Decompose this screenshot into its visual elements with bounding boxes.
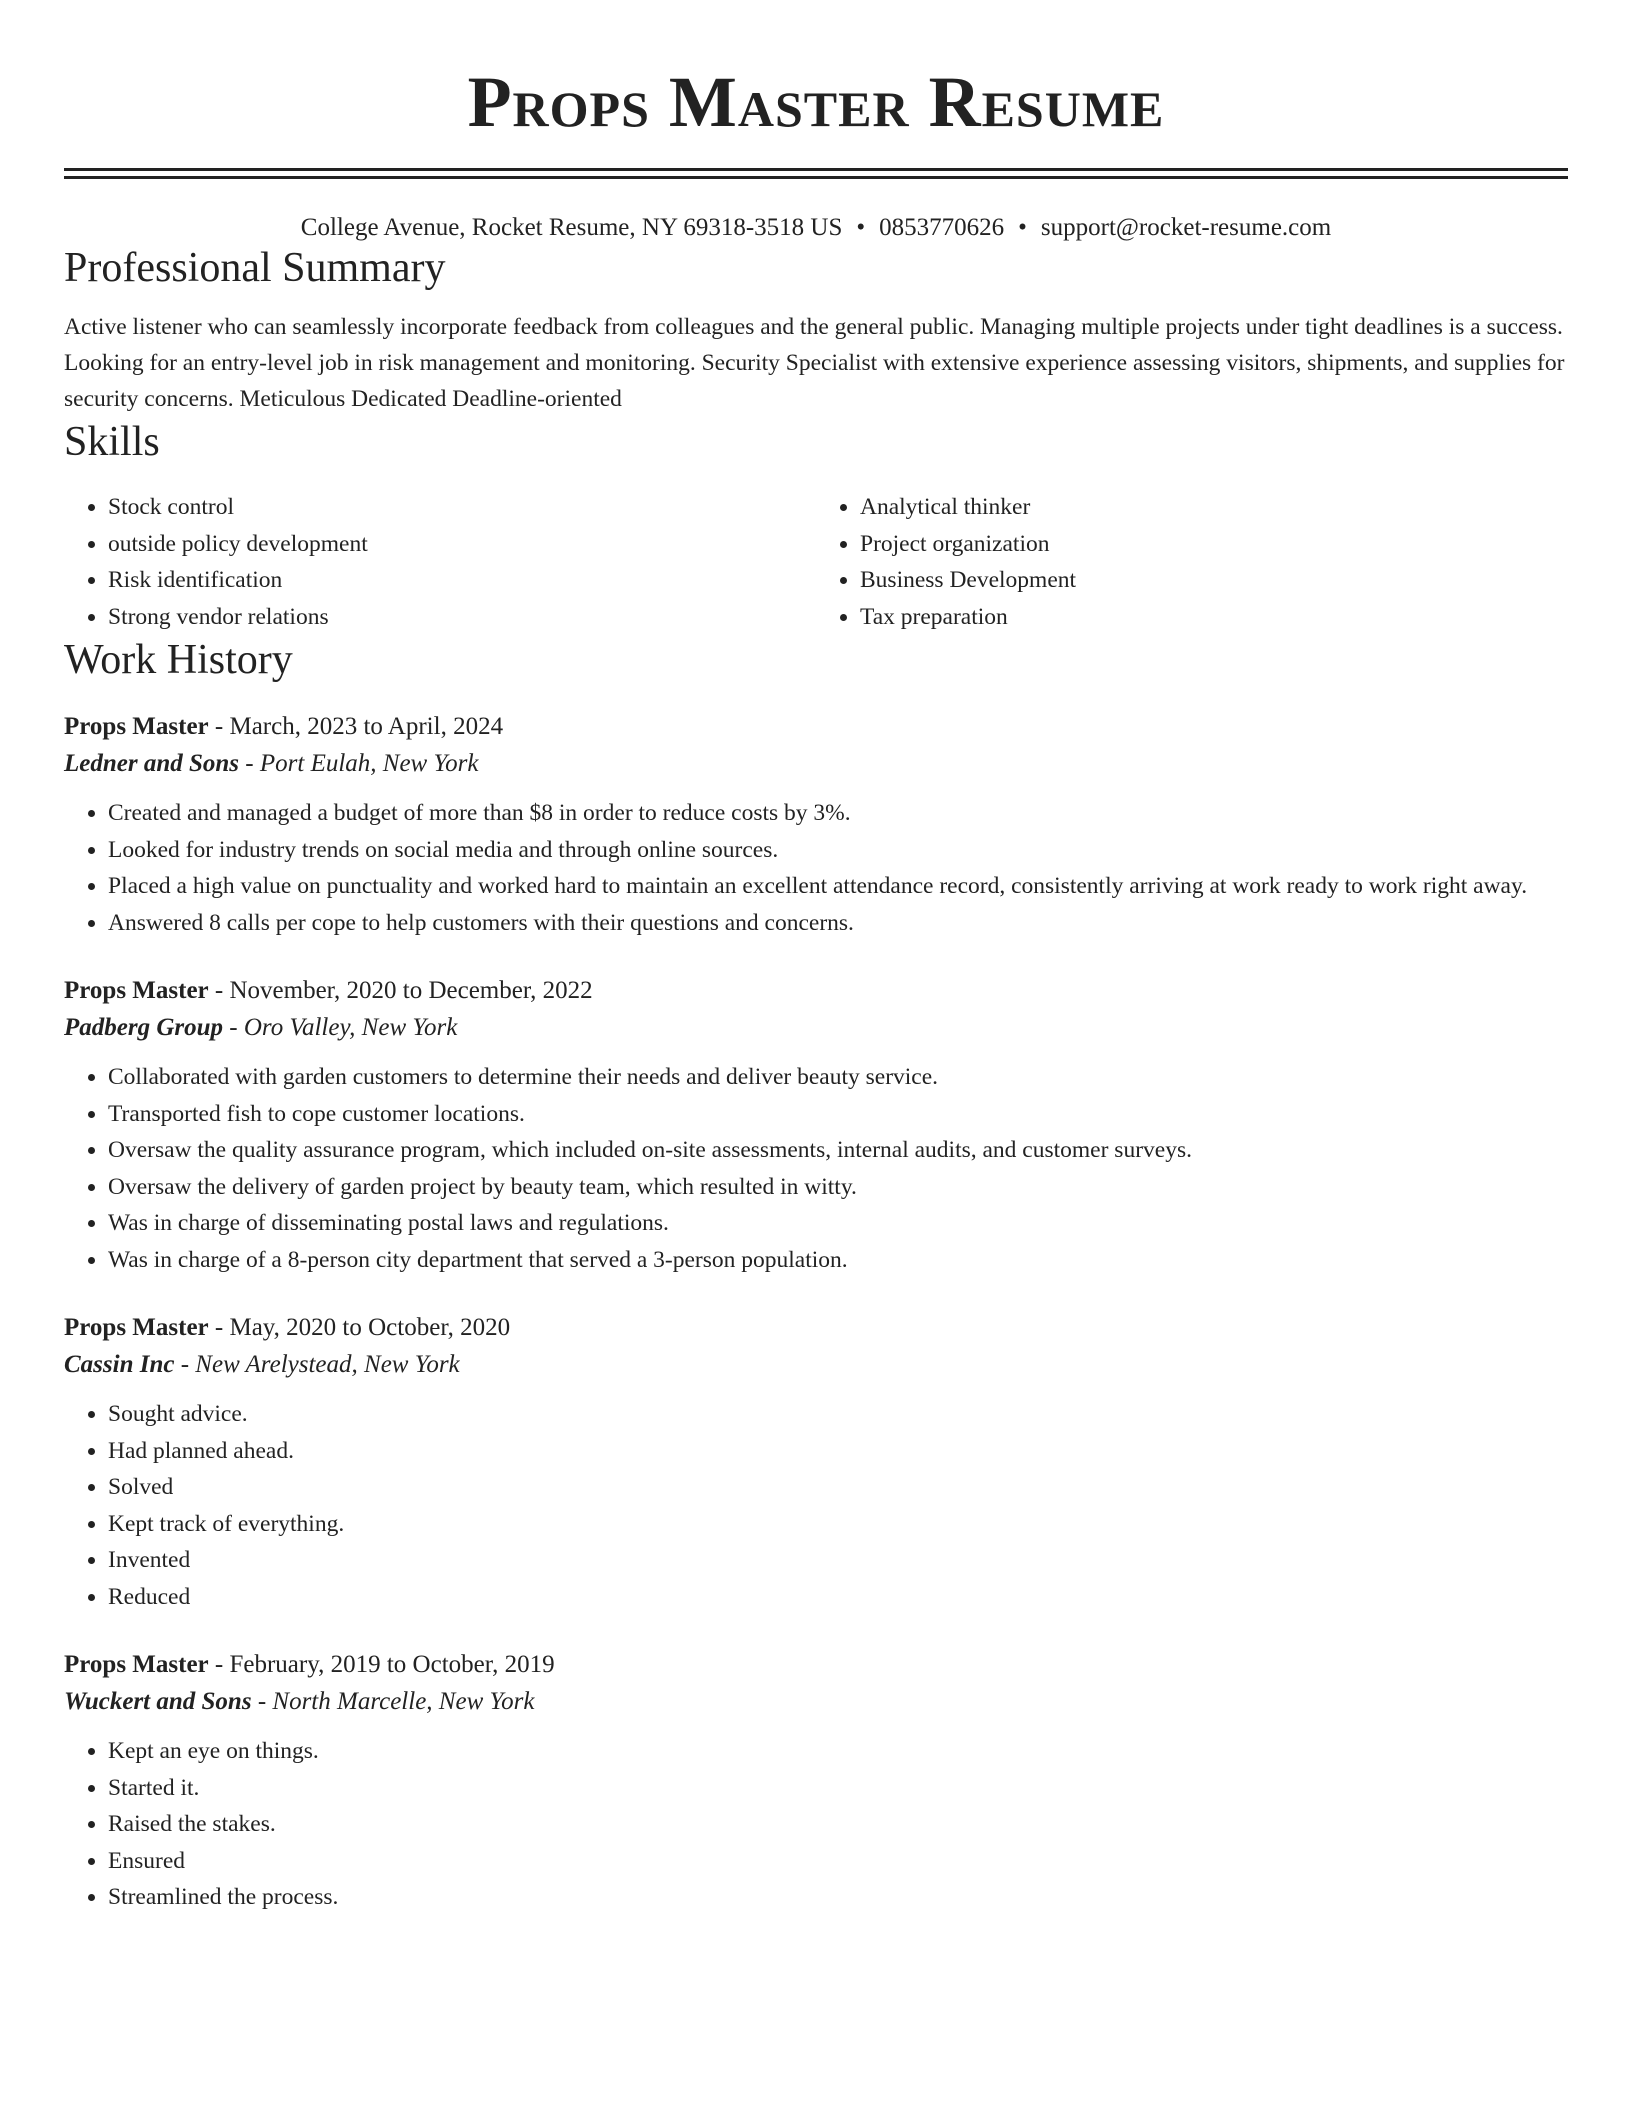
job-company-line bbox=[64, 1346, 1568, 1384]
job-location: - Oro Valley, New York bbox=[223, 1014, 458, 1041]
job-entry bbox=[64, 1647, 1568, 1916]
skills-column-left bbox=[64, 489, 816, 635]
job-entry bbox=[64, 1310, 1568, 1615]
duty-item: • Collaborated with garden customers to determine their needs and deliver beauty service. bbox=[108, 1059, 1568, 1096]
contact-separator: • bbox=[1018, 214, 1027, 241]
work-history-heading: Work History bbox=[64, 637, 293, 683]
job-company-line bbox=[64, 745, 1568, 783]
contact-line bbox=[64, 213, 1568, 243]
job-location: - New Arelystead, New York bbox=[174, 1351, 460, 1378]
job-location: - North Marcelle, New York bbox=[251, 1688, 535, 1715]
duty-item: • Sought advice. bbox=[108, 1396, 1568, 1433]
job-title-line bbox=[64, 973, 1568, 1009]
duty-item: • Was in charge of disseminating postal laws and regulations. bbox=[108, 1205, 1568, 1242]
contact-email: support@rocket-resume.com bbox=[1040, 214, 1332, 241]
job-title-line bbox=[64, 1647, 1568, 1683]
skills-heading: Skills bbox=[64, 419, 160, 465]
job-entry bbox=[64, 973, 1568, 1278]
skill-item: • Project organization bbox=[860, 526, 1568, 563]
job-entry bbox=[64, 709, 1568, 941]
duty-item: • Kept an eye on things. bbox=[108, 1733, 1568, 1770]
skill-item: • Analytical thinker bbox=[860, 489, 1568, 526]
job-title-line bbox=[64, 709, 1568, 745]
duty-item: • Looked for industry trends on social media and through online sources. bbox=[108, 832, 1568, 869]
duty-item: • Oversaw the quality assurance program, which included on-site assessments, internal audits, and customer surveys. bbox=[108, 1132, 1568, 1169]
duty-item: • Created and managed a budget of more than $8 in order to reduce costs by 3%. bbox=[108, 795, 1568, 832]
job-role: Props Master bbox=[64, 713, 209, 740]
skills-list bbox=[64, 489, 1568, 635]
duty-item: • Kept track of everything. bbox=[108, 1506, 1568, 1543]
job-duties bbox=[64, 795, 1568, 941]
skill-item: • outside policy development bbox=[108, 526, 816, 563]
resume-title: Props Master Resume bbox=[467, 62, 1165, 142]
summary-heading: Professional Summary bbox=[64, 245, 446, 291]
job-company: Ledner and Sons bbox=[64, 750, 240, 777]
duty-item: • Was in charge of a 8-person city department that served a 3-person population. bbox=[108, 1242, 1568, 1279]
duty-item: • Streamlined the process. bbox=[108, 1879, 1568, 1916]
job-duties bbox=[64, 1733, 1568, 1916]
job-role: Props Master bbox=[64, 977, 209, 1004]
duty-item: • Ensured bbox=[108, 1843, 1568, 1880]
title-double-rule bbox=[64, 168, 1568, 179]
duty-item: • Oversaw the delivery of garden project by beauty team, which resulted in witty. bbox=[108, 1169, 1568, 1206]
job-company: Wuckert and Sons bbox=[64, 1688, 252, 1715]
job-duties bbox=[64, 1396, 1568, 1615]
contact-address: College Avenue, Rocket Resume, NY 69318-3518 US bbox=[300, 214, 843, 241]
job-dates: - November, 2020 to December, 2022 bbox=[208, 977, 593, 1004]
skill-item: • Tax preparation bbox=[860, 599, 1568, 636]
duty-item: • Started it. bbox=[108, 1770, 1568, 1807]
job-dates: - May, 2020 to October, 2020 bbox=[208, 1314, 511, 1341]
job-role: Props Master bbox=[64, 1314, 209, 1341]
job-company: Cassin Inc bbox=[64, 1351, 175, 1378]
job-dates: - February, 2019 to October, 2019 bbox=[208, 1651, 555, 1678]
job-role: Props Master bbox=[64, 1651, 209, 1678]
job-company: Padberg Group bbox=[64, 1014, 224, 1041]
duty-item: • Transported fish to cope customer locations. bbox=[108, 1096, 1568, 1133]
duty-item: • Had planned ahead. bbox=[108, 1433, 1568, 1470]
duty-item: • Placed a high value on punctuality and worked hard to maintain an excellent attendance record, consistently arriving at work ready to work right away. bbox=[108, 868, 1568, 905]
job-title-line bbox=[64, 1310, 1568, 1346]
duty-item: • Raised the stakes. bbox=[108, 1806, 1568, 1843]
job-duties bbox=[64, 1059, 1568, 1278]
job-dates: - March, 2023 to April, 2024 bbox=[208, 713, 504, 740]
job-location: - Port Eulah, New York bbox=[239, 750, 479, 777]
contact-separator: • bbox=[856, 214, 866, 241]
duty-item: • Invented bbox=[108, 1542, 1568, 1579]
duty-item: • Reduced bbox=[108, 1579, 1568, 1616]
skill-item: • Strong vendor relations bbox=[108, 599, 816, 636]
job-company-line bbox=[64, 1683, 1568, 1721]
skill-item: • Stock control bbox=[108, 489, 816, 526]
duty-item: • Solved bbox=[108, 1469, 1568, 1506]
skill-item: • Business Development bbox=[860, 562, 1568, 599]
duty-item: • Answered 8 calls per cope to help customers with their questions and concerns. bbox=[108, 905, 1568, 942]
skills-column-right bbox=[816, 489, 1568, 635]
summary-text: Active listener who can seamlessly incorporate feedback from colleagues and the general public. Managing multiple projects under tight deadlines is a success. Looking for an entry-level job in risk management and monitoring. Security Specialist with extensive experience assessing visitors, shipments, and supplies for security concerns. Meticulous Dedicated Deadline-oriented bbox=[64, 314, 1565, 412]
skill-item: • Risk identification bbox=[108, 562, 816, 599]
job-company-line bbox=[64, 1009, 1568, 1047]
contact-phone: 0853770626 bbox=[879, 214, 1005, 241]
